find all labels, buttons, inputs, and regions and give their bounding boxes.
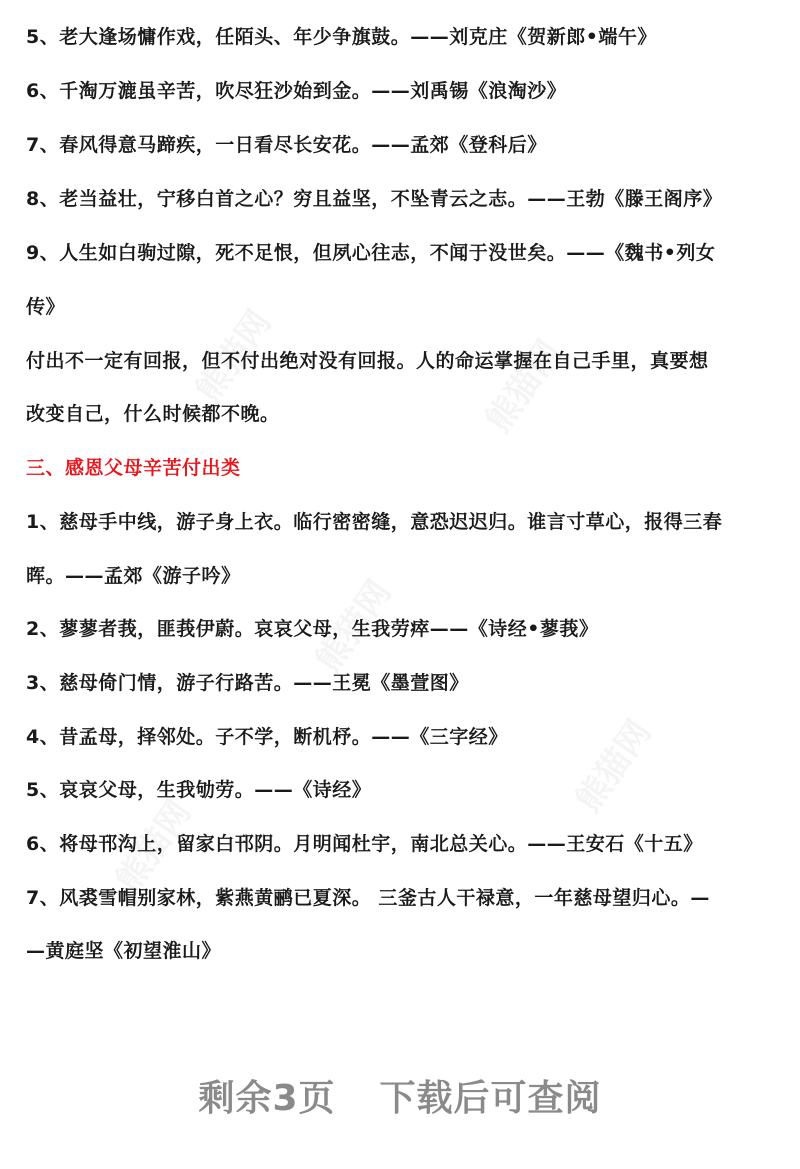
gratitude-line-1: 1、慈母手中线，游子身上衣。临行密密缝，意恐迟迟归。谁言寸草心，报得三春 (26, 511, 723, 533)
poem-line-9: 9、人生如白驹过隙，死不足恨，但夙心往志，不闻于没世矣。——《魏书•列女 (26, 242, 716, 264)
poem-line-9-cont: 传》 (26, 296, 66, 318)
watermark: 熊猫网 (568, 713, 660, 820)
poem-line-8: 8、老当益壮，宁移白首之心？穷且益坚，不坠青云之志。——王勃《滕王阁序》 (26, 188, 723, 210)
paragraph-line-1: 付出不一定有回报，但不付出绝对没有回报。人的命运掌握在自己手里，真要想 (26, 350, 709, 372)
gratitude-line-7-cont: —黄庭坚《初望淮山》 (26, 940, 222, 962)
gratitude-line-1-cont: 晖。——孟郊《游子吟》 (26, 565, 241, 587)
gratitude-line-3: 3、慈母倚门情，游子行路苦。——王冕《墨萱图》 (26, 672, 469, 694)
watermark: 熊猫网 (308, 573, 400, 680)
gratitude-line-4: 4、昔孟母，择邻处。子不学，断机杼。——《三字经》 (26, 726, 508, 748)
download-prompt[interactable] (0, 1070, 800, 1121)
gratitude-line-2: 2、蓼蓼者莪，匪莪伊蔚。哀哀父母，生我劳瘁——《诗经•蓼莪》 (26, 618, 599, 640)
paragraph-line-2: 改变自己，什么时候都不晚。 (26, 403, 280, 425)
watermark: 熊猫网 (478, 333, 570, 440)
poem-line-5: 5、老大逢场慵作戏，任陌头、年少争旗鼓。——刘克庄《贺新郎•端午》 (26, 26, 657, 48)
section-heading: 三、感恩父母辛苦付出类 (26, 457, 241, 479)
gratitude-line-7: 7、风裘雪帽别家林，紫燕黄鹂已夏深。 三釜古人干禄意，一年慈母望归心。— (26, 887, 710, 909)
poem-line-7: 7、春风得意马蹄疾，一日看尽长安花。——孟郊《登科后》 (26, 134, 547, 156)
download-to-read-label: 下载后可查阅 (379, 1078, 602, 1119)
watermark: 熊猫网 (108, 793, 200, 900)
poem-line-6: 6、千淘万漉虽辛苦，吹尽狂沙始到金。——刘禹锡《浪淘沙》 (26, 80, 567, 102)
watermark: 熊猫网 (188, 303, 280, 410)
remaining-pages-label: 剩余3页 (198, 1078, 336, 1119)
gratitude-line-5: 5、哀哀父母，生我劬劳。——《诗经》 (26, 779, 372, 801)
gratitude-line-6: 6、将母邗沟上，留家白邗阴。月明闻杜宇，南北总关心。——王安石《十五》 (26, 833, 703, 855)
